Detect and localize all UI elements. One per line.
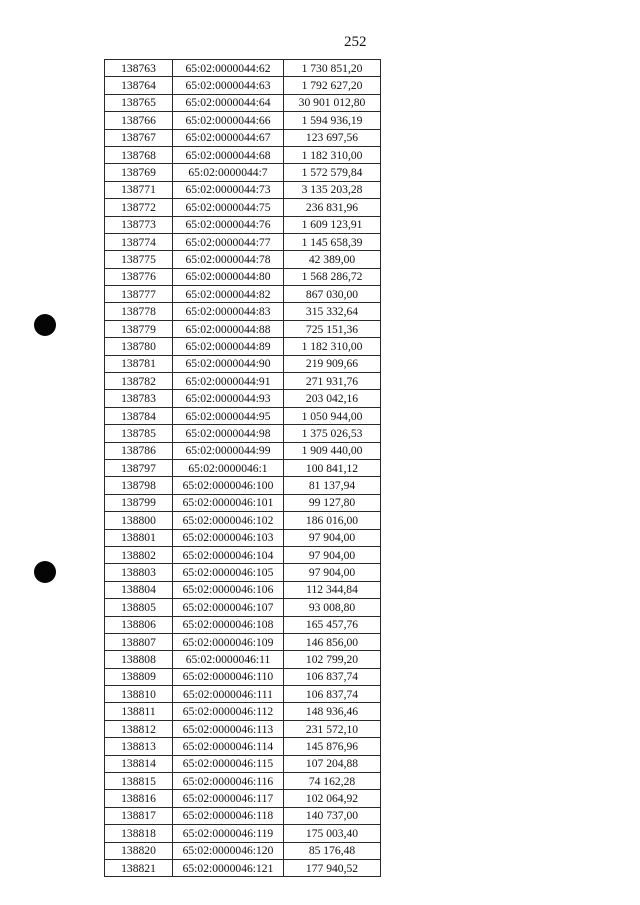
table-row [105,268,381,285]
cadastral-number-cell: 65:02:0000044:77 [173,233,284,250]
record-id-cell: 138805 [105,599,173,616]
cadastral-number-cell: 65:02:0000046:102 [173,512,284,529]
table-row [105,494,381,511]
table-row [105,459,381,476]
record-id-cell: 138763 [105,60,173,77]
record-id-cell: 138797 [105,459,173,476]
value-cell: 1 572 579,84 [284,164,381,181]
cadastral-number-cell: 65:02:0000044:83 [173,303,284,320]
cadastral-number-cell: 65:02:0000046:107 [173,599,284,616]
table-row [105,164,381,181]
value-cell: 1 145 658,39 [284,233,381,250]
cadastral-number-cell: 65:02:0000046:104 [173,546,284,563]
table-row [105,599,381,616]
value-cell: 3 135 203,28 [284,181,381,198]
record-id-cell: 138814 [105,755,173,772]
value-cell: 42 389,00 [284,251,381,268]
cadastral-number-cell: 65:02:0000046:112 [173,703,284,720]
table-row [105,651,381,668]
cadastral-number-cell: 65:02:0000046:109 [173,633,284,650]
punch-hole-top [34,314,56,336]
cadastral-number-cell: 65:02:0000046:117 [173,790,284,807]
record-id-cell: 138782 [105,373,173,390]
cadastral-number-cell: 65:02:0000046:118 [173,807,284,824]
table-row [105,181,381,198]
record-id-cell: 138818 [105,825,173,842]
table-row [105,668,381,685]
cadastral-number-cell: 65:02:0000046:103 [173,529,284,546]
table-row [105,512,381,529]
cadastral-number-cell: 65:02:0000046:106 [173,581,284,598]
record-id-cell: 138785 [105,425,173,442]
table-row [105,146,381,163]
record-id-cell: 138784 [105,407,173,424]
table-row [105,233,381,250]
value-cell: 1 568 286,72 [284,268,381,285]
table-row [105,686,381,703]
table-row [105,825,381,842]
record-id-cell: 138811 [105,703,173,720]
value-cell: 1 594 936,19 [284,112,381,129]
record-id-cell: 138810 [105,686,173,703]
cadastral-number-cell: 65:02:0000046:116 [173,773,284,790]
value-cell: 140 737,00 [284,807,381,824]
table-row [105,216,381,233]
cadastral-number-cell: 65:02:0000044:66 [173,112,284,129]
table-row [105,790,381,807]
table-row [105,546,381,563]
value-cell: 219 909,66 [284,355,381,372]
value-cell: 1 375 026,53 [284,425,381,442]
table-row [105,755,381,772]
value-cell: 867 030,00 [284,286,381,303]
record-id-cell: 138779 [105,320,173,337]
record-id-cell: 138801 [105,529,173,546]
value-cell: 1 909 440,00 [284,442,381,459]
record-id-cell: 138821 [105,859,173,876]
record-id-cell: 138804 [105,581,173,598]
value-cell: 271 931,76 [284,373,381,390]
cadastral-number-cell: 65:02:0000044:90 [173,355,284,372]
table-row [105,390,381,407]
table-row [105,703,381,720]
record-id-cell: 138765 [105,94,173,111]
value-cell: 102 799,20 [284,651,381,668]
value-cell: 1 609 123,91 [284,216,381,233]
table-row [105,564,381,581]
records-table-body [105,60,381,877]
record-id-cell: 138775 [105,251,173,268]
cadastral-number-cell: 65:02:0000044:93 [173,390,284,407]
value-cell: 1 182 310,00 [284,338,381,355]
record-id-cell: 138820 [105,842,173,859]
cadastral-number-cell: 65:02:0000044:89 [173,338,284,355]
table-row [105,738,381,755]
table-row [105,77,381,94]
value-cell: 315 332,64 [284,303,381,320]
table-row [105,60,381,77]
cadastral-number-cell: 65:02:0000046:1 [173,459,284,476]
cadastral-number-cell: 65:02:0000046:113 [173,720,284,737]
cadastral-number-cell: 65:02:0000044:82 [173,286,284,303]
table-row [105,129,381,146]
cadastral-number-cell: 65:02:0000044:76 [173,216,284,233]
table-row [105,442,381,459]
record-id-cell: 138808 [105,651,173,668]
record-id-cell: 138772 [105,199,173,216]
record-id-cell: 138816 [105,790,173,807]
record-id-cell: 138771 [105,181,173,198]
record-id-cell: 138776 [105,268,173,285]
table-row [105,425,381,442]
value-cell: 30 901 012,80 [284,94,381,111]
cadastral-number-cell: 65:02:0000046:114 [173,738,284,755]
record-id-cell: 138786 [105,442,173,459]
value-cell: 74 162,28 [284,773,381,790]
cadastral-number-cell: 65:02:0000044:99 [173,442,284,459]
record-id-cell: 138783 [105,390,173,407]
table-row [105,773,381,790]
table-row [105,859,381,876]
value-cell: 102 064,92 [284,790,381,807]
value-cell: 203 042,16 [284,390,381,407]
cadastral-number-cell: 65:02:0000046:111 [173,686,284,703]
cadastral-number-cell: 65:02:0000044:80 [173,268,284,285]
value-cell: 85 176,48 [284,842,381,859]
value-cell: 81 137,94 [284,477,381,494]
record-id-cell: 138766 [105,112,173,129]
table-row [105,373,381,390]
table-row [105,477,381,494]
record-id-cell: 138799 [105,494,173,511]
value-cell: 97 904,00 [284,546,381,563]
record-id-cell: 138809 [105,668,173,685]
cadastral-number-cell: 65:02:0000046:101 [173,494,284,511]
value-cell: 106 837,74 [284,686,381,703]
value-cell: 148 936,46 [284,703,381,720]
record-id-cell: 138815 [105,773,173,790]
value-cell: 177 940,52 [284,859,381,876]
value-cell: 175 003,40 [284,825,381,842]
records-table [104,59,381,877]
value-cell: 1 792 627,20 [284,77,381,94]
value-cell: 725 151,36 [284,320,381,337]
cadastral-number-cell: 65:02:0000044:62 [173,60,284,77]
record-id-cell: 138764 [105,77,173,94]
cadastral-number-cell: 65:02:0000044:64 [173,94,284,111]
table-row [105,807,381,824]
value-cell: 123 697,56 [284,129,381,146]
value-cell: 112 344,84 [284,581,381,598]
record-id-cell: 138803 [105,564,173,581]
record-id-cell: 138773 [105,216,173,233]
record-id-cell: 138769 [105,164,173,181]
cadastral-number-cell: 65:02:0000046:110 [173,668,284,685]
cadastral-number-cell: 65:02:0000044:88 [173,320,284,337]
cadastral-number-cell: 65:02:0000044:95 [173,407,284,424]
punch-hole-bottom [34,561,56,583]
record-id-cell: 138768 [105,146,173,163]
table-row [105,320,381,337]
value-cell: 236 831,96 [284,199,381,216]
value-cell: 1 182 310,00 [284,146,381,163]
record-id-cell: 138807 [105,633,173,650]
table-row [105,407,381,424]
table-row [105,633,381,650]
cadastral-number-cell: 65:02:0000046:100 [173,477,284,494]
value-cell: 186 016,00 [284,512,381,529]
cadastral-number-cell: 65:02:0000044:98 [173,425,284,442]
cadastral-number-cell: 65:02:0000044:75 [173,199,284,216]
value-cell: 93 008,80 [284,599,381,616]
table-row [105,112,381,129]
value-cell: 146 856,00 [284,633,381,650]
cadastral-number-cell: 65:02:0000046:121 [173,859,284,876]
record-id-cell: 138813 [105,738,173,755]
table-row [105,842,381,859]
cadastral-number-cell: 65:02:0000044:7 [173,164,284,181]
record-id-cell: 138802 [105,546,173,563]
table-row [105,303,381,320]
cadastral-number-cell: 65:02:0000046:11 [173,651,284,668]
value-cell: 1 050 944,00 [284,407,381,424]
table-row [105,355,381,372]
table-row [105,720,381,737]
value-cell: 99 127,80 [284,494,381,511]
value-cell: 107 204,88 [284,755,381,772]
value-cell: 231 572,10 [284,720,381,737]
record-id-cell: 138780 [105,338,173,355]
cadastral-number-cell: 65:02:0000044:73 [173,181,284,198]
cadastral-number-cell: 65:02:0000044:78 [173,251,284,268]
cadastral-number-cell: 65:02:0000046:120 [173,842,284,859]
record-id-cell: 138767 [105,129,173,146]
table-row [105,338,381,355]
value-cell: 100 841,12 [284,459,381,476]
record-id-cell: 138781 [105,355,173,372]
record-id-cell: 138806 [105,616,173,633]
table-row [105,286,381,303]
cadastral-number-cell: 65:02:0000044:91 [173,373,284,390]
table-row [105,199,381,216]
table-row [105,529,381,546]
record-id-cell: 138817 [105,807,173,824]
page-number: 252 [344,34,367,50]
table-row [105,616,381,633]
table-row [105,94,381,111]
record-id-cell: 138777 [105,286,173,303]
cadastral-number-cell: 65:02:0000044:67 [173,129,284,146]
value-cell: 97 904,00 [284,564,381,581]
cadastral-number-cell: 65:02:0000046:119 [173,825,284,842]
record-id-cell: 138774 [105,233,173,250]
value-cell: 97 904,00 [284,529,381,546]
value-cell: 1 730 851,20 [284,60,381,77]
table-row [105,251,381,268]
record-id-cell: 138778 [105,303,173,320]
record-id-cell: 138812 [105,720,173,737]
cadastral-number-cell: 65:02:0000046:108 [173,616,284,633]
value-cell: 145 876,96 [284,738,381,755]
record-id-cell: 138800 [105,512,173,529]
value-cell: 106 837,74 [284,668,381,685]
record-id-cell: 138798 [105,477,173,494]
cadastral-number-cell: 65:02:0000044:68 [173,146,284,163]
cadastral-number-cell: 65:02:0000046:105 [173,564,284,581]
cadastral-number-cell: 65:02:0000046:115 [173,755,284,772]
value-cell: 165 457,76 [284,616,381,633]
table-row [105,581,381,598]
cadastral-number-cell: 65:02:0000044:63 [173,77,284,94]
